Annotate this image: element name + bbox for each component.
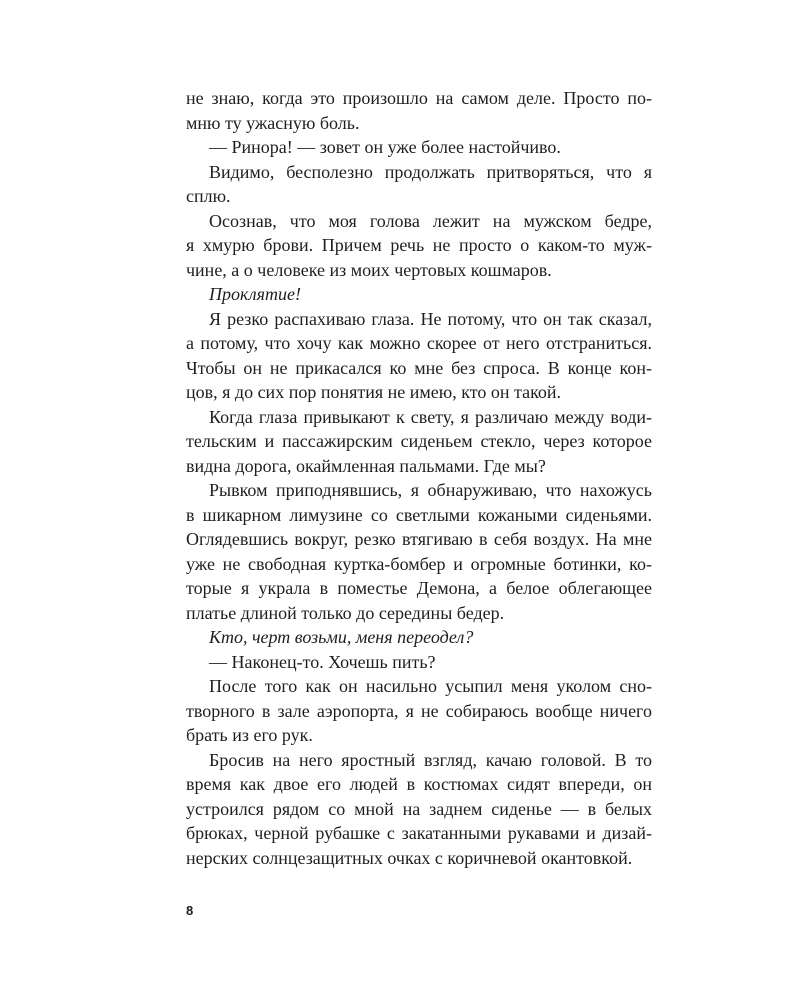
text-line: нерских солнцезащитных очках с коричневой окантовкой. bbox=[186, 847, 633, 868]
text-line: я хмурю брови. Причем речь не просто о каком-то муж- bbox=[186, 235, 652, 255]
text-line: устроился рядом со мной на заднем сиденье — в белых bbox=[186, 798, 652, 819]
text-line: Я резко распахиваю глаза. Не потому, что он так сказал, bbox=[209, 308, 652, 329]
text-line: Проклятие! bbox=[209, 284, 301, 304]
page-number: 8 bbox=[186, 903, 194, 918]
text-line: платье длиной только до середины бедер. bbox=[186, 602, 505, 623]
text-line: тельским и пассажирским сиденьем стекло, через которое bbox=[186, 431, 652, 451]
text-line: видна дорога, окаймленная пальмами. Где мы? bbox=[186, 455, 546, 476]
text-line: не знаю, когда это произошло на самом деле. Просто по- bbox=[186, 88, 652, 108]
text-line: торые я украла в поместье Демона, а белое облегающее bbox=[186, 578, 652, 598]
text-line: — Наконец-то. Хочешь пить? bbox=[209, 651, 436, 672]
text-line: Когда глаза привыкают к свету, я различаю между води- bbox=[209, 406, 652, 427]
text-line: сплю. bbox=[186, 186, 231, 206]
text-line: Рывком приподнявшись, я обнаруживаю, что нахожусь bbox=[209, 480, 652, 500]
text-line: творного в зале аэропорта, я не собираюсь вообще ничего bbox=[186, 700, 652, 721]
text-line: Осознав, что моя голова лежит на мужском бедре, bbox=[209, 210, 652, 231]
text-line: в шикарном лимузине со светлыми кожаными сиденьями. bbox=[186, 504, 652, 525]
text-line: чине, а о человеке из моих чертовых кошмаров. bbox=[186, 259, 552, 280]
text-line: Видимо, бесполезно продолжать притворяться, что я bbox=[209, 161, 652, 182]
text-line: уже не свободная куртка-бомбер и огромные ботинки, ко- bbox=[186, 553, 652, 574]
text-line: брюках, черной рубашке с закатанными рукавами и дизай- bbox=[186, 823, 652, 843]
text-line: Чтобы он не прикасался ко мне без спроса. В конце кон- bbox=[186, 357, 652, 378]
text-line: Бросив на него яростный взгляд, качаю головой. В то bbox=[209, 749, 652, 770]
text-line: а потому, что хочу как можно скорее от него отстраниться. bbox=[186, 333, 652, 353]
text-line: цов, я до сих пор понятия не имею, кто он такой. bbox=[186, 382, 562, 402]
text-line: Оглядевшись вокруг, резко втягиваю в себя воздух. На мне bbox=[186, 529, 652, 549]
text-line: время как двое его людей в костюмах сидят впереди, он bbox=[186, 774, 652, 794]
text-line: — Ринора! — зовет он уже более настойчиво. bbox=[209, 137, 561, 157]
text-line: Кто, черт возьми, меня переодел? bbox=[209, 627, 474, 647]
text-line: мню ту ужасную боль. bbox=[186, 112, 360, 133]
text-line: После того как он насильно усыпил меня уколом сно- bbox=[209, 676, 652, 696]
text-line: брать из его рук. bbox=[186, 725, 313, 745]
body-text bbox=[186, 86, 652, 870]
